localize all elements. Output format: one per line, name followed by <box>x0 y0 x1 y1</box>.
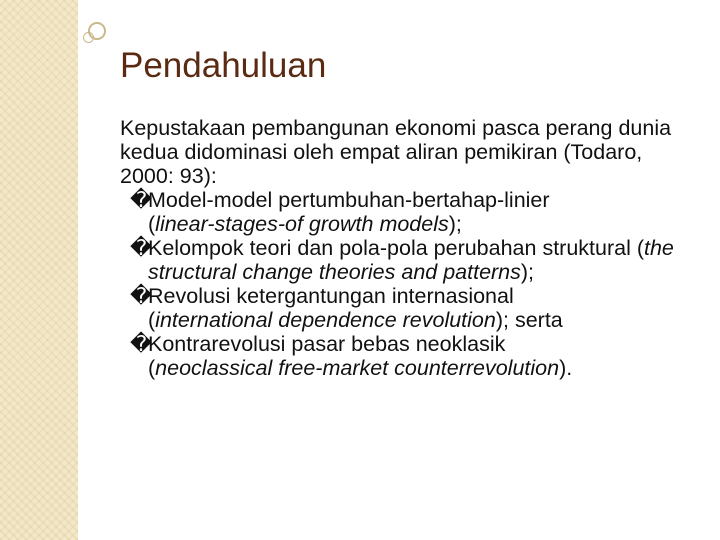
item-paren-close: ); serta <box>495 308 563 332</box>
bullet-icon: � <box>130 284 153 308</box>
item-text: Kelompok teori dan pola-pola perubahan struktural <box>148 236 631 260</box>
item-paren-close: ). <box>559 356 573 380</box>
bullet-icon: � <box>130 236 153 260</box>
slide-body <box>120 116 700 380</box>
list-item <box>120 284 700 332</box>
item-text: Model-model pertumbuhan-bertahap-linier <box>148 188 550 212</box>
slide-title: Pendahuluan <box>120 46 327 85</box>
list-item <box>120 332 700 380</box>
bullet-icon: � <box>130 332 153 356</box>
intro-paragraph: Kepustakaan pembangunan ekonomi pasca perang dunia kedua didominasi oleh empat aliran pemikiran (Todaro, 2000: 93): <box>120 116 672 188</box>
item-paren-open: ( <box>148 356 156 380</box>
item-english-term: neoclassical free-market counterrevolution <box>155 356 560 380</box>
list-item <box>120 188 700 236</box>
list-item <box>120 236 700 284</box>
item-paren-open: ( <box>148 308 156 332</box>
bullet-icon: � <box>130 188 153 212</box>
decorative-side-strip <box>0 0 78 540</box>
item-text: Revolusi ketergantungan internasional <box>148 284 514 308</box>
item-paren-close: ); <box>448 212 462 236</box>
item-english-term: international dependence revolution <box>155 308 496 332</box>
decorative-small-ring-icon <box>83 32 94 43</box>
item-english-term: the structural change theories and patterns <box>148 236 674 284</box>
bullet-list <box>120 188 700 380</box>
item-text: Kontrarevolusi pasar bebas neoklasik <box>148 332 506 356</box>
item-paren-open: ( <box>148 212 156 236</box>
item-english-term: linear-stages-of growth models <box>155 212 449 236</box>
item-paren-close: ); <box>520 260 535 284</box>
item-paren-open: ( <box>630 236 644 260</box>
